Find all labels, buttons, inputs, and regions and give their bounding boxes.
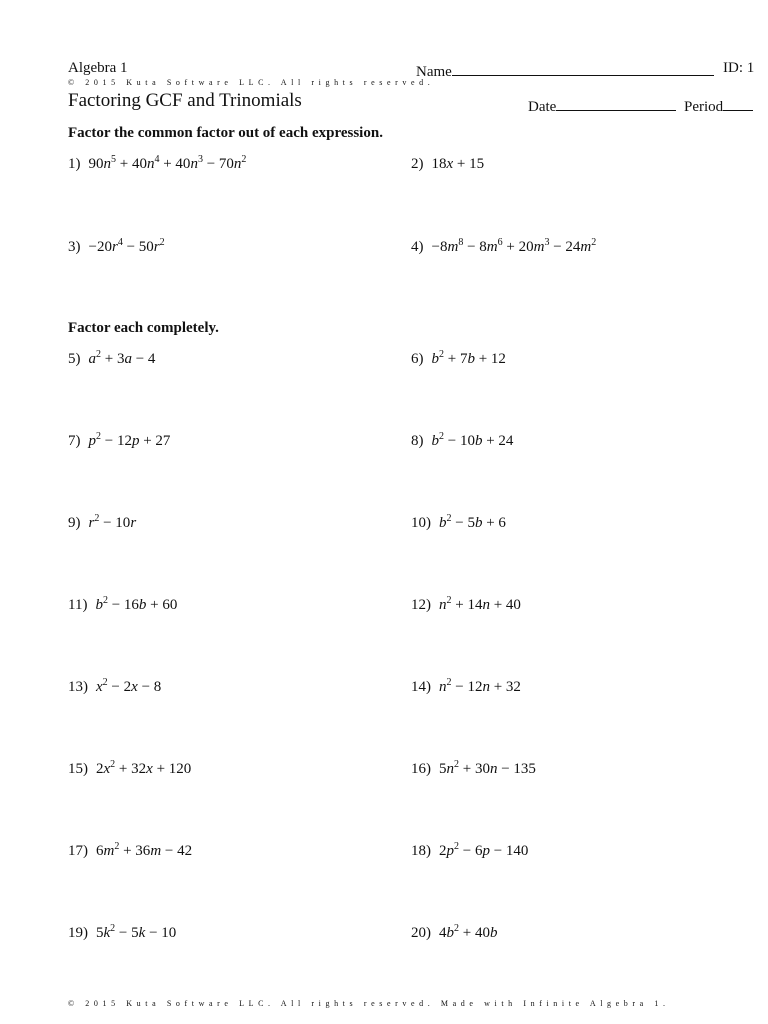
problem-number: 7) <box>68 433 81 449</box>
problem-expression: $-20r^4 - 50r^2$ <box>88 237 165 255</box>
problem-expression: $n^2 + 14n + 40$ <box>439 595 521 613</box>
problem-expression: $5n^2 + 30n - 135$ <box>439 759 536 777</box>
copyright-notice: © 2015 Kuta Software LLC. All rights reserved. <box>68 78 435 87</box>
problem-number: 9) <box>68 515 81 531</box>
problem-number: 6) <box>411 351 424 367</box>
problem-expression: $5k^2 - 5k - 10$ <box>96 923 177 941</box>
problem-expression: $4b^2 + 40b$ <box>439 923 498 941</box>
problem-20 <box>411 925 497 942</box>
problem-16 <box>411 761 536 778</box>
date-label: Date <box>528 99 557 115</box>
problem-12 <box>411 597 521 614</box>
problem-expression: $b^2 - 16b + 60$ <box>95 595 178 613</box>
problem-number: 3) <box>68 239 81 255</box>
problem-expression: $a^2 + 3a - 4$ <box>88 349 156 367</box>
problem-number: 13) <box>68 679 88 695</box>
problem-number: 5) <box>68 351 81 367</box>
name-blank[interactable] <box>452 60 714 76</box>
problem-expression: $b^2 - 5b + 6$ <box>439 513 506 531</box>
problem-number: 2) <box>411 156 424 172</box>
problem-expression: $2p^2 - 6p - 140$ <box>439 841 529 859</box>
problem-1 <box>68 156 246 173</box>
problem-19 <box>68 925 176 942</box>
problem-17 <box>68 843 192 860</box>
problem-expression: $90n^5 + 40n^4 + 40n^3 - 70n^2$ <box>88 154 247 172</box>
problem-number: 20) <box>411 925 431 941</box>
problem-expression: $2x^2 + 32x + 120$ <box>96 759 192 777</box>
period-label: Period <box>684 99 724 115</box>
problem-expression: $n^2 - 12n + 32$ <box>439 677 521 695</box>
problem-expression: $b^2 + 7b + 12$ <box>431 349 506 367</box>
problem-4 <box>411 239 596 256</box>
section1-instruction: Factor the common factor out of each expression. <box>68 125 383 141</box>
problem-expression: 18x + 15 <box>431 156 485 172</box>
date-blank[interactable] <box>556 95 676 111</box>
problem-expression: $r^2 - 10r$ <box>88 513 137 531</box>
problem-number: 8) <box>411 433 424 449</box>
problem-expression: $-8m^8 - 8m^6 + 20m^3 - 24m^2$ <box>431 237 597 255</box>
name-label: Name <box>416 64 452 80</box>
id-label: ID: 1 <box>723 60 755 76</box>
problem-15 <box>68 761 191 778</box>
problem-13 <box>68 679 161 696</box>
problem-expression: $6m^2 + 36m - 42$ <box>96 841 193 859</box>
problem-expression: $x^2 - 2x - 8$ <box>96 677 162 695</box>
problem-9 <box>68 515 136 532</box>
problem-10 <box>411 515 506 532</box>
name-field[interactable] <box>416 60 714 81</box>
course-name: Algebra 1 <box>68 60 128 76</box>
problem-number: 1) <box>68 156 81 172</box>
problem-number: 19) <box>68 925 88 941</box>
problem-6 <box>411 351 506 368</box>
problem-expression: $p^2 - 12p + 27$ <box>88 431 171 449</box>
problem-expression: $b^2 - 10b + 24$ <box>431 431 514 449</box>
problem-number: 11) <box>68 597 88 613</box>
problem-14 <box>411 679 521 696</box>
problem-18 <box>411 843 528 860</box>
section2-instruction: Factor each completely. <box>68 320 219 336</box>
problem-5 <box>68 351 155 368</box>
problem-number: 17) <box>68 843 88 859</box>
date-field[interactable] <box>528 95 676 116</box>
problem-2 <box>411 156 484 173</box>
problem-7 <box>68 433 170 450</box>
problem-number: 18) <box>411 843 431 859</box>
problem-number: 14) <box>411 679 431 695</box>
problem-number: 12) <box>411 597 431 613</box>
problem-3 <box>68 239 165 256</box>
problem-number: 15) <box>68 761 88 777</box>
worksheet-title: Factoring GCF and Trinomials <box>68 90 302 111</box>
problem-number: 10) <box>411 515 431 531</box>
problem-11 <box>68 597 177 614</box>
problem-number: 16) <box>411 761 431 777</box>
problem-number: 4) <box>411 239 424 255</box>
period-blank[interactable] <box>723 95 753 111</box>
footer-copyright: © 2015 Kuta Software LLC. All rights reserved. Made with Infinite Algebra 1. <box>68 999 670 1008</box>
problem-8 <box>411 433 513 450</box>
period-field[interactable] <box>684 95 753 116</box>
